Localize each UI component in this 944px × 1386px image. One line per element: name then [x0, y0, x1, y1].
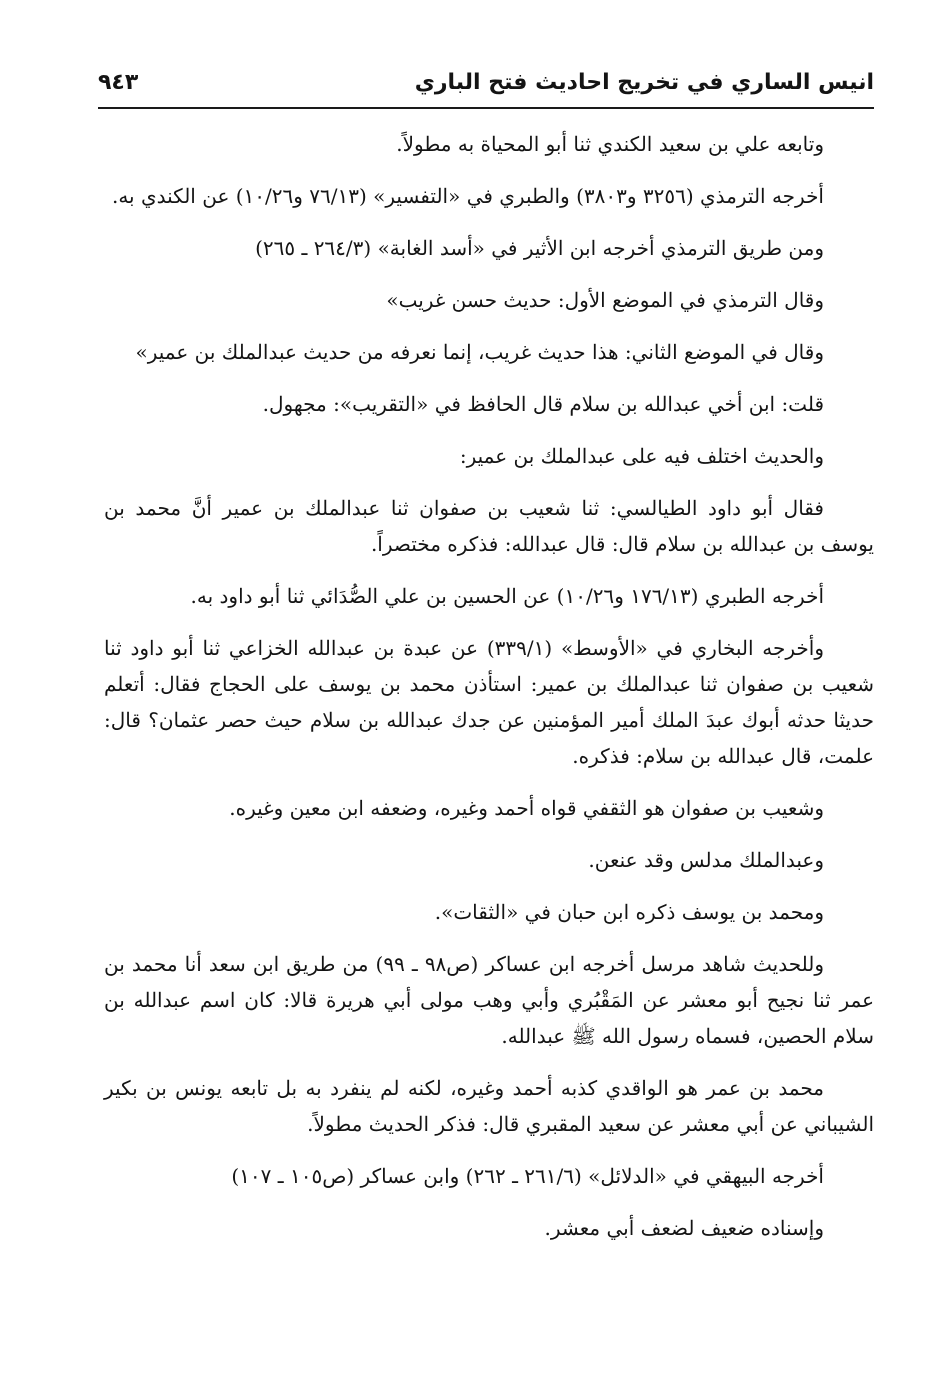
page-number: ٩٤٣: [98, 70, 139, 95]
paragraph: وأخرجه البخاري في «الأوسط» (٣٣٩/١) عن عبدة بن عبدالله الخزاعي ثنا أبو داود ثنا شعيب بن صفوان ثنا عبدالملك بن عمير: استأذن محمد بن يوسف على الحجاج فقال: أتعلم حديثا حدثه أبوك عبدَ الملك أمير المؤمنين عن جدك عبدالله بن سلام حيث حصر عثمان؟ قال: علمت، قال عبدالله بن سلام: فذكره.: [104, 636, 874, 768]
main-text: [104, 126, 874, 1262]
book-title: انيس الساري في تخريج احاديث فتح الباري: [414, 70, 874, 95]
paragraph: قلت: ابن أخي عبدالله بن سلام قال الحافظ في «التقريب»: مجهول.: [262, 392, 824, 416]
paragraph: ومن طريق الترمذي أخرجه ابن الأثير في «أسد الغابة» (٢٦٤/٣ ـ ٢٦٥): [255, 236, 824, 260]
paragraph: والحديث اختلف فيه على عبدالملك بن عمير:: [459, 444, 824, 468]
paragraph: وشعيب بن صفوان هو الثقفي قواه أحمد وغيره، وضعفه ابن معين وغيره.: [229, 796, 824, 820]
paragraph: محمد بن عمر هو الواقدي كذبه أحمد وغيره، لكنه لم ينفرد به بل تابعه يونس بن بكير الشيباني عن أبي معشر عن سعيد المقبري قال: فذكر الحديث مطولاً.: [104, 1076, 874, 1136]
paragraph: فقال أبو داود الطيالسي: ثنا شعيب بن صفوان ثنا عبدالملك بن عمير أنَّ محمد بن يوسف بن عبدالله بن سلام قال: قال عبدالله: فذكره مختصراً.: [104, 496, 874, 556]
paragraph: وقال الترمذي في الموضع الأول: حديث حسن غريب»: [386, 288, 824, 312]
paragraph: أخرجه الترمذي (٣٢٥٦ و٣٨٠٣) والطبري في «التفسير» (٧٦/١٣ و١٠/٢٦) عن الكندي به.: [111, 184, 824, 208]
header-divider: [98, 107, 874, 109]
paragraph: أخرجه الطبري (١٧٦/١٣ و١٠/٢٦) عن الحسين بن علي الصُّدَائي ثنا أبو داود به.: [190, 584, 824, 608]
paragraph: وقال في الموضع الثاني: هذا حديث غريب، إنما نعرفه من حديث عبدالملك بن عمير»: [135, 340, 824, 364]
paragraph: أخرجه البيهقي في «الدلائل» (٢٦١/٦ ـ ٢٦٢) وابن عساكر (ص١٠٥ ـ ١٠٧): [231, 1164, 824, 1188]
paragraph: وإسناده ضعيف لضعف أبي معشر.: [544, 1216, 824, 1240]
running-header: [98, 66, 874, 106]
paragraph: وتابعه علي بن سعيد الكندي ثنا أبو المحياة به مطولاً.: [396, 132, 824, 156]
paragraph: ومحمد بن يوسف ذكره ابن حبان في «الثقات».: [434, 900, 824, 924]
paragraph: وعبدالملك مدلس وقد عنعن.: [588, 848, 824, 872]
paragraph: وللحديث شاهد مرسل أخرجه ابن عساكر (ص٩٨ ـ ٩٩) من طريق ابن سعد أنا محمد بن عمر ثنا نجيح أبو معشر عن المَقْبُري وأبي وهب مولى أبي هريرة قالا: كان اسم عبدالله بن سلام الحصين، فسماه رسول الله ﷺ عبدالله.: [104, 952, 874, 1048]
